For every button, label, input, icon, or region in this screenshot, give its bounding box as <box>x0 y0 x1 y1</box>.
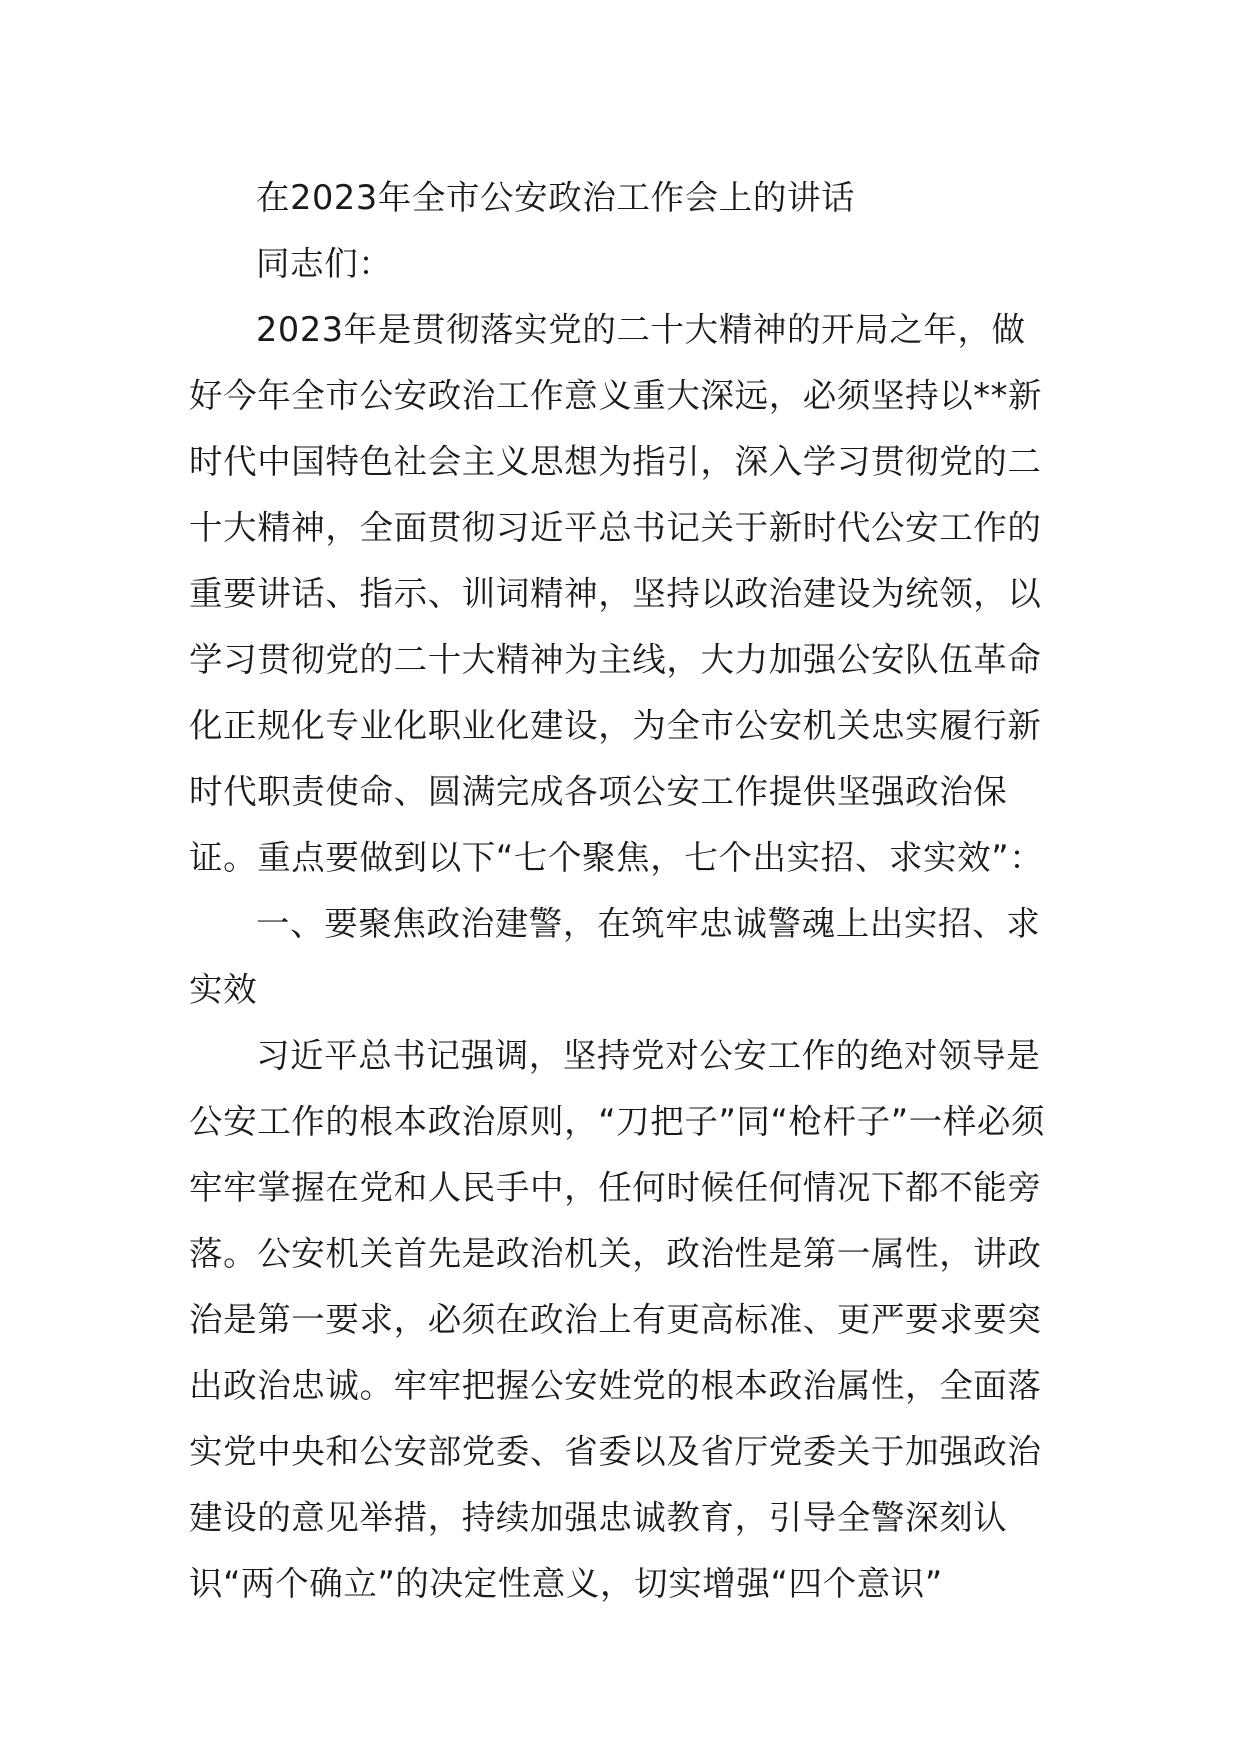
section-heading-1: 一、要聚焦政治建警，在筑牢忠诚警魂上出实招、求实效 <box>189 904 1041 1009</box>
document-title: 在2023年全市公安政治工作会上的讲话 <box>256 178 856 217</box>
salutation: 同志们： <box>256 244 393 283</box>
paragraph-section-1: 习近平总书记强调，坚持党对公安工作的绝对领导是公安工作的根本政治原则，“刀把子”同“枪杆子”一样必须牢牢掌握在党和人民手中，任何时候任何情况下都不能旁落。公安机关首先是政治机关，政治性是第一属性，讲政治是第一要求，必须在政治上有更高标准、更严要求要突出政治忠诚。牢牢把握公安姓党的根本政治属性，全面落实党中央和公安部党委、省委以及省厅党委关于加强政治建设的意见举措，持续加强忠诚教育，引导全警深刻认识“两个确立”的决定性意义，切实增强“四个意识” <box>189 1036 1046 1603</box>
paragraph-intro: 2023年是贯彻落实党的二十大精神的开局之年，做好今年全市公安政治工作意义重大深远，必须坚持以**新时代中国特色社会主义思想为指引，深入学习贯彻党的二十大精神，全面贯彻习近平总书记关于新时代公安工作的重要讲话、指示、训词精神，坚持以政治建设为统领，以学习贯彻党的二十大精神为主线，大力加强公安队伍革命化正规化专业化职业化建设，为全市公安机关忠实履行新时代职责使命、圆满完成各项公安工作提供坚强政治保证。重点要做到以下“七个聚焦，七个出实招、求实效”： <box>189 310 1044 877</box>
document-body <box>189 165 1051 1617</box>
